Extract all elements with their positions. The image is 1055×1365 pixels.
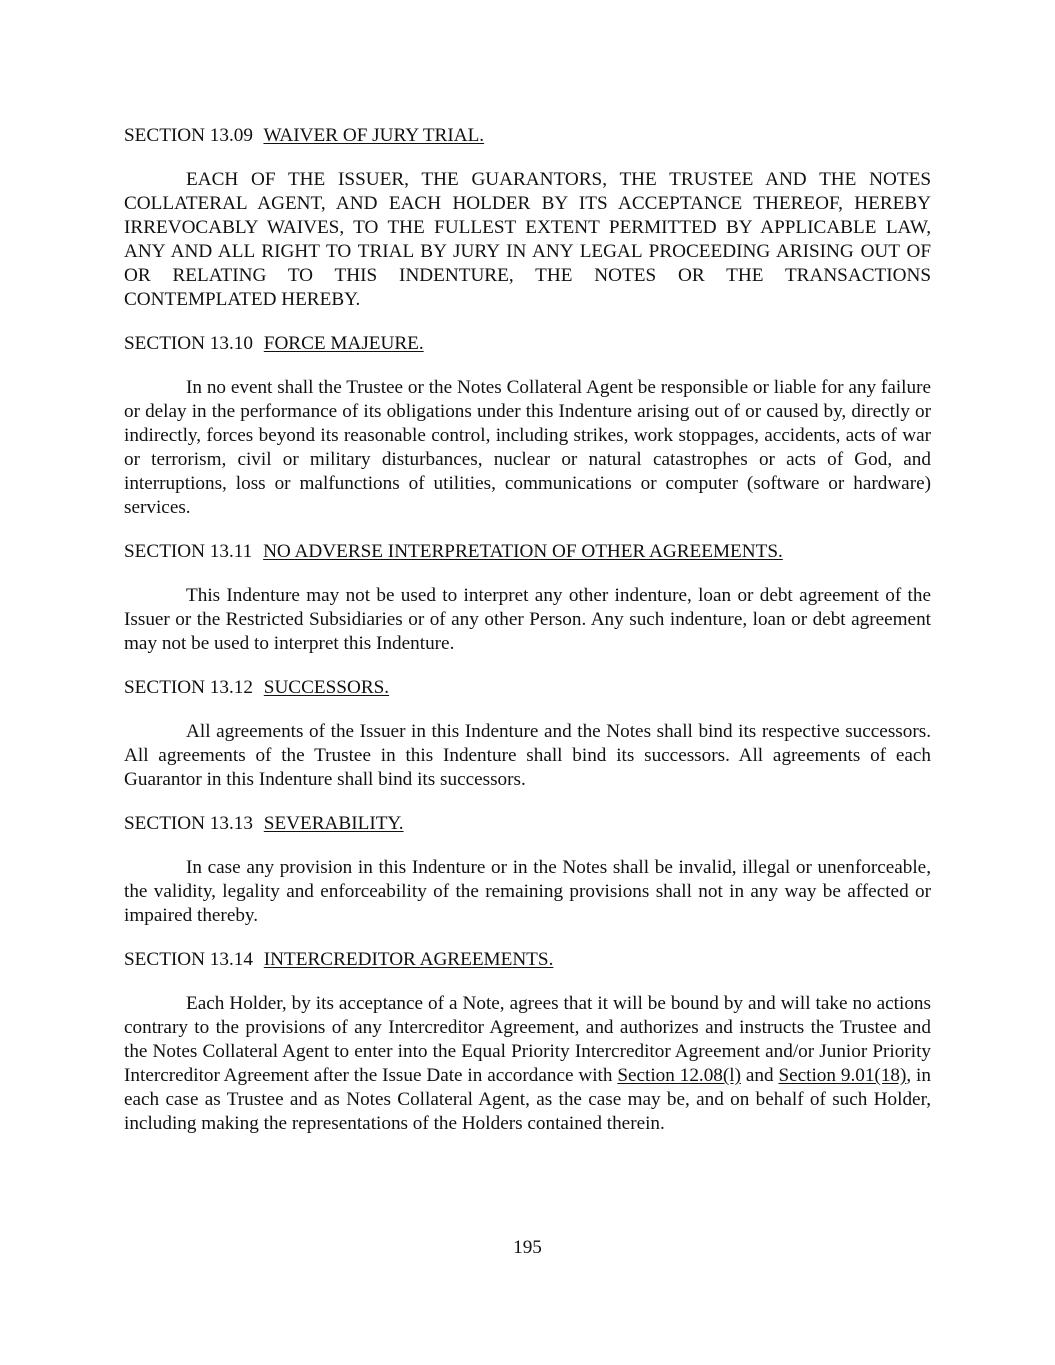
section-title: INTERCREDITOR AGREEMENTS.	[263, 949, 554, 970]
section-number: SECTION 13.14	[124, 949, 253, 970]
section-heading-13-10	[124, 332, 931, 356]
page-number: 195	[513, 1237, 542, 1258]
section-heading-13-09	[124, 124, 931, 148]
section-body-13-10: In no event shall the Trustee or the Notes Collateral Agent be responsible or liable for any failure or delay in the performance of its obligations under this Indenture arising out of or caused by, directly or indirectly, forces beyond its reasonable control, including strikes, work stoppages, accidents, acts of war or terrorism, civil or military disturbances, nuclear or natural catastrophes or acts of God, and interruptions, loss or malfunctions of utilities, communications or computer (software or hardware) services.	[124, 377, 931, 518]
section-title: SUCCESSORS.	[263, 677, 390, 698]
body-text: Each Holder, by its acceptance of a Note, agrees that it will be bound by and will take no actions contrary to the provisions of any Intercreditor Agreement, and authorizes and instructs the Trustee and the Notes Collateral Agent to enter into the Equal Priority Intercreditor Agreement and/or Junior Priority Intercreditor Agreement after the Issue Date in accordance with	[124, 993, 931, 1086]
section-title: FORCE MAJEURE.	[263, 333, 424, 354]
section-body-13-09: EACH OF THE ISSUER, THE GUARANTORS, THE TRUSTEE AND THE NOTES COLLATERAL AGENT, AND EACH HOLDER BY ITS ACCEPTANCE THEREOF, HEREBY IRREVOCABLY WAIVES, TO THE FULLEST EXTENT PERMITTED BY APPLICABLE LAW, ANY AND ALL RIGHT TO TRIAL BY JURY IN ANY LEGAL PROCEEDING ARISING OUT OF OR RELATING TO THIS INDENTURE, THE NOTES OR THE TRANSACTIONS CONTEMPLATED HEREBY.	[124, 169, 931, 310]
section-body-13-13: In case any provision in this Indenture or in the Notes shall be invalid, illegal or unenforceable, the validity, legality and enforceability of the remaining provisions shall not in any way be affected or impaired thereby.	[124, 857, 931, 926]
section-title: SEVERABILITY.	[263, 813, 404, 834]
section-body-13-12: All agreements of the Issuer in this Indenture and the Notes shall bind its respective successors. All agreements of the Trustee in this Indenture shall bind its successors. All agreements of each Guarantor in this Indenture shall bind its successors.	[124, 721, 931, 790]
body-text: , in each case as Trustee and as Notes Collateral Agent, as the case may be, and on behalf of such Holder, including making the representations of the Holders contained therein.	[124, 1065, 931, 1134]
section-heading-13-12	[124, 676, 931, 700]
section-heading-13-14	[124, 948, 931, 972]
section-title: WAIVER OF JURY TRIAL.	[263, 125, 485, 146]
document-page	[124, 124, 931, 1156]
section-heading-13-13	[124, 812, 931, 836]
section-body-13-14	[124, 992, 931, 1136]
section-number: SECTION 13.11	[124, 541, 253, 562]
body-text: and	[741, 1065, 779, 1086]
section-number: SECTION 13.09	[124, 125, 253, 146]
section-title: NO ADVERSE INTERPRETATION OF OTHER AGREEMENTS.	[263, 541, 783, 562]
cross-reference-link[interactable]: Section 9.01(18)	[778, 1065, 907, 1086]
section-body-13-11: This Indenture may not be used to interpret any other indenture, loan or debt agreement of the Issuer or the Restricted Subsidiaries or of any other Person. Any such indenture, loan or debt agreement may not be used to interpret this Indenture.	[124, 585, 931, 654]
section-number: SECTION 13.12	[124, 677, 253, 698]
section-number: SECTION 13.13	[124, 813, 253, 834]
cross-reference-link[interactable]: Section 12.08(l)	[617, 1065, 742, 1086]
section-heading-13-11	[124, 540, 931, 564]
section-number: SECTION 13.10	[124, 333, 253, 354]
